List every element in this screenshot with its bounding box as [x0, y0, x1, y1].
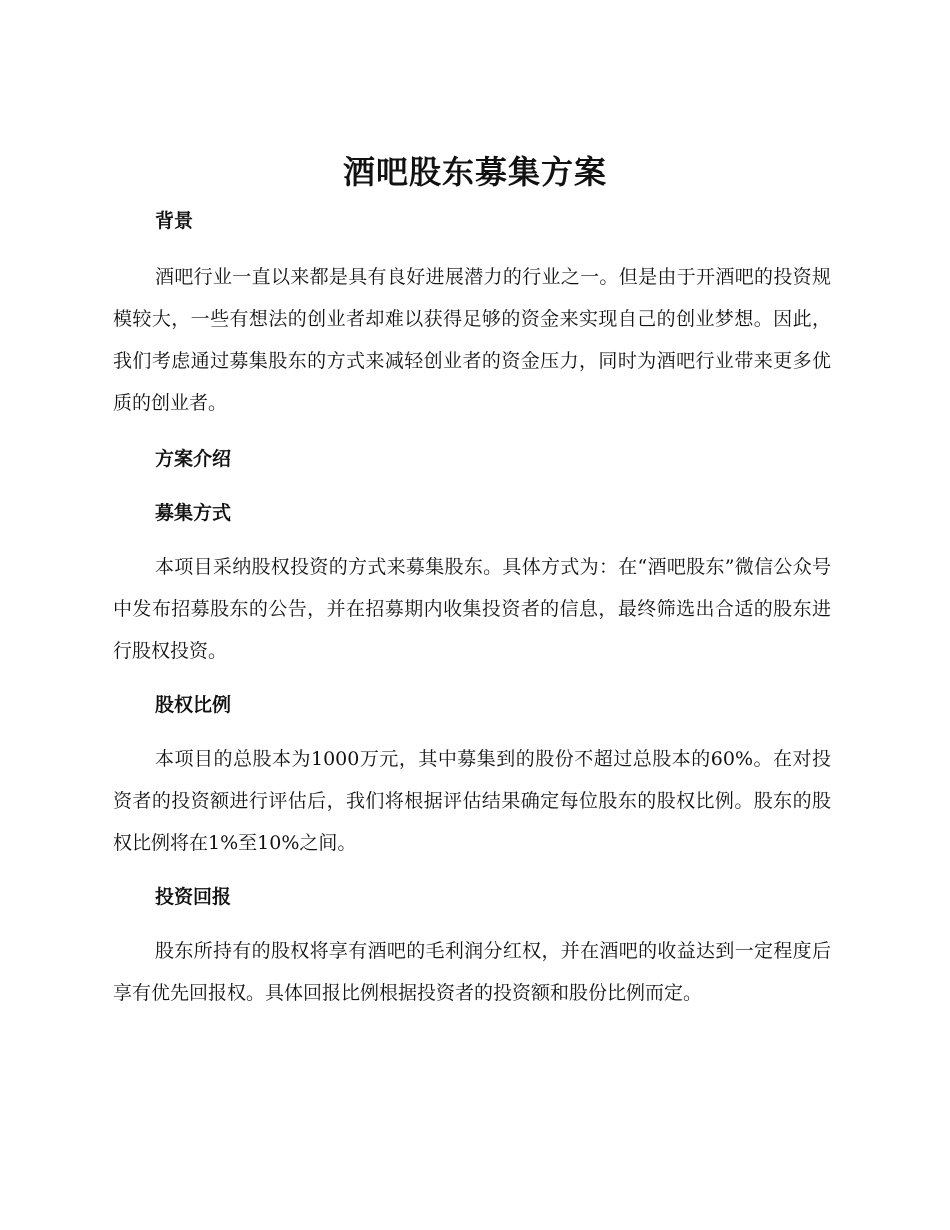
section-background — [113, 200, 831, 424]
section-equity-ratio — [113, 684, 831, 864]
section-plan-intro — [113, 438, 831, 480]
section-paragraph: 本项目采纳股权投资的方式来募集股东。具体方式为：在“酒吧股东”微信公众号中发布招募股东的公告，并在招募期内收集投资者的信息，最终筛选出合适的股东进行股权投资。 — [113, 556, 831, 662]
section-heading: 方案介绍 — [155, 448, 232, 470]
section-investment-return — [113, 876, 831, 1014]
document-title: 酒吧股东募集方案 — [342, 153, 607, 191]
section-raising-method — [113, 492, 831, 672]
section-heading: 募集方式 — [155, 502, 232, 524]
section-heading: 背景 — [155, 210, 194, 232]
section-heading: 投资回报 — [155, 886, 232, 908]
section-paragraph: 本项目的总股本为1000万元，其中募集到的股份不超过总股本的60%。在对投资者的投资额进行评估后，我们将根据评估结果确定每位股东的股权比例。股东的股权比例将在1%至10%之间。 — [113, 748, 831, 854]
section-paragraph: 酒吧行业一直以来都是具有良好进展潜力的行业之一。但是由于开酒吧的投资规模较大，一些有想法的创业者却难以获得足够的资金来实现自己的创业梦想。因此，我们考虑通过募集股东的方式来减轻创业者的资金压力，同时为酒吧行业带来更多优质的创业者。 — [113, 266, 831, 414]
document-body — [113, 200, 831, 1014]
section-heading: 股权比例 — [155, 694, 232, 716]
section-paragraph: 股东所持有的股权将享有酒吧的毛利润分红权，并在酒吧的收益达到一定程度后享有优先回报权。具体回报比例根据投资者的投资额和股份比例而定。 — [113, 940, 831, 1004]
